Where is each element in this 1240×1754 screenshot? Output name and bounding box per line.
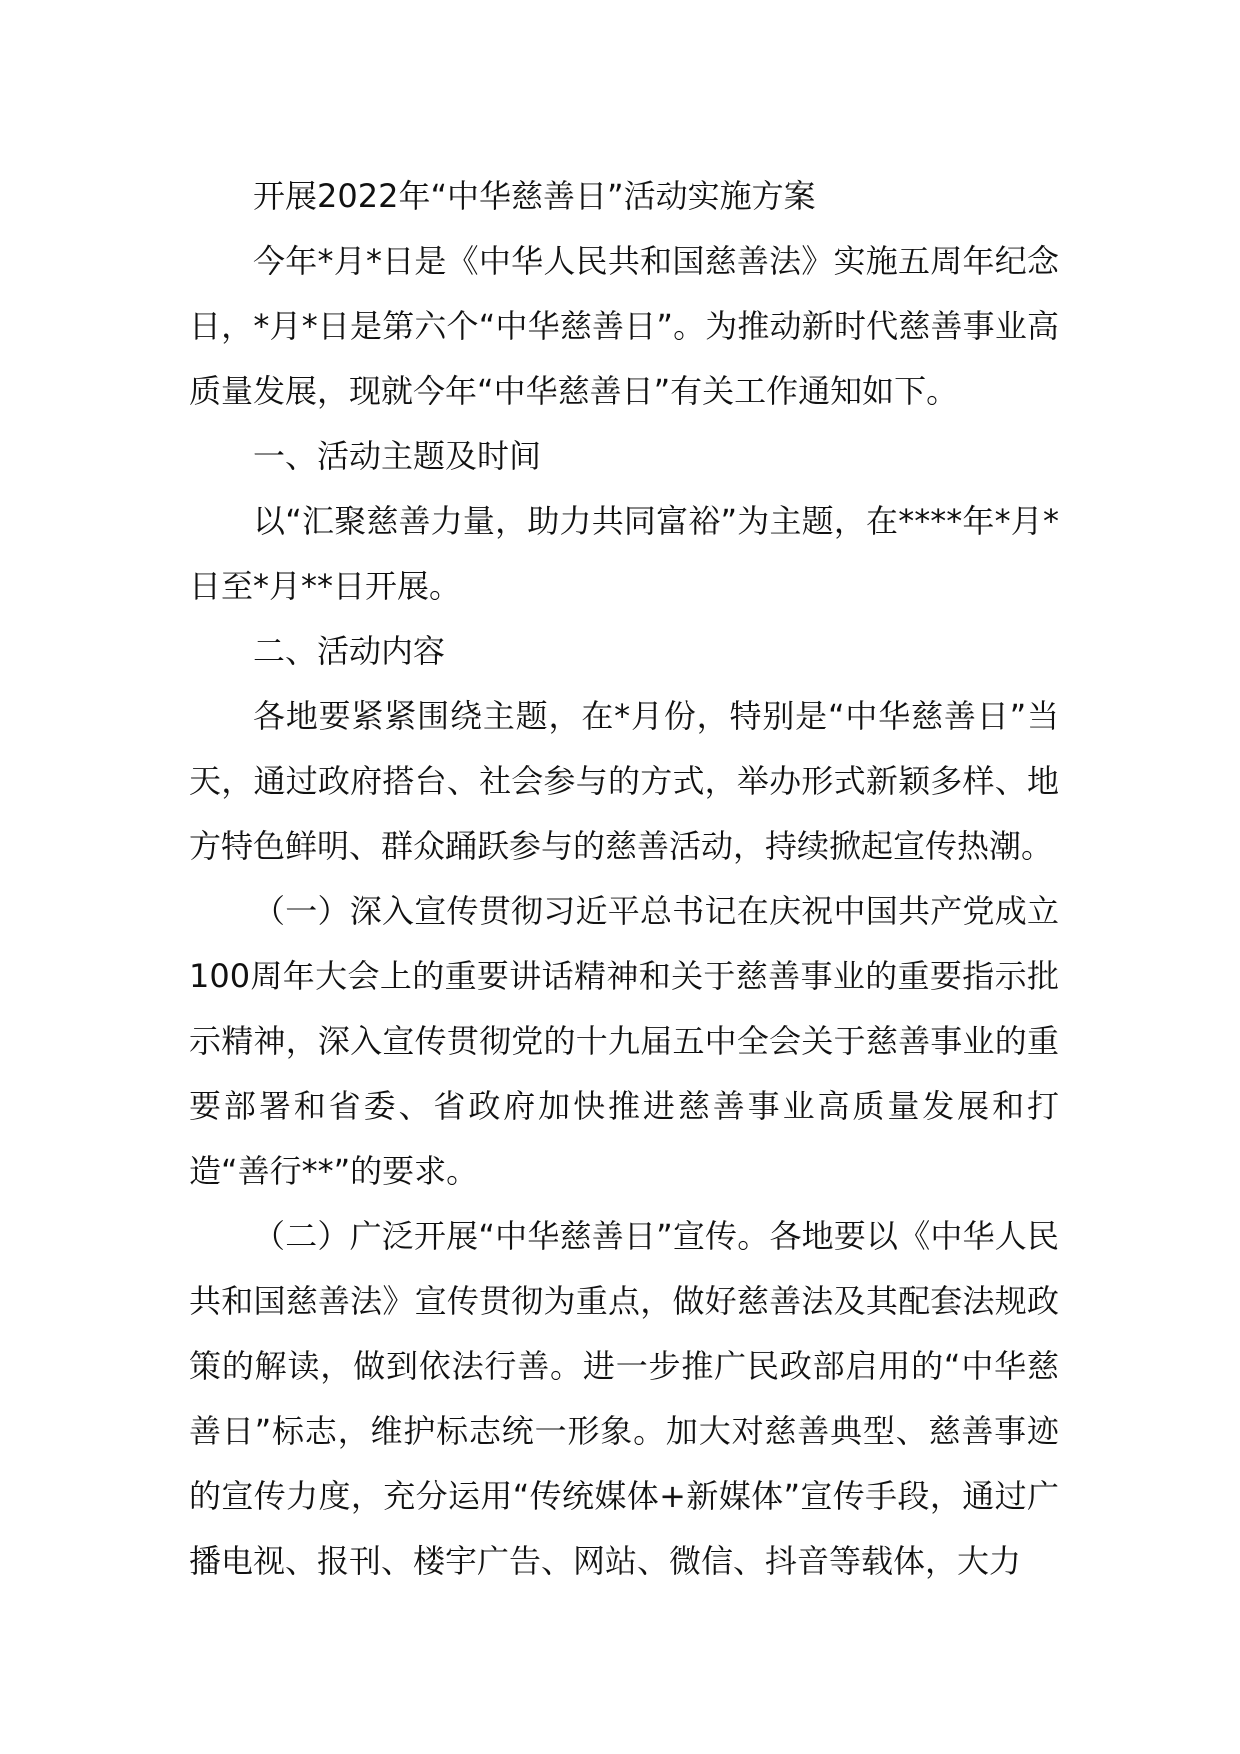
- document-title: 开展2022年“中华慈善日”活动实施方案: [253, 177, 816, 215]
- item-two-paragraph: （二）广泛开展“中华慈善日”宣传。各地要以《中华人民共和国慈善法》宣传贯彻为重点，做好慈善法及其配套法规政策的解读，做到依法行善。进一步推广民政部启用的“中华慈善日”标志，维护标志统一形象。加大对慈善典型、慈善事迹的宣传力度，充分运用“传统媒体+新媒体”宣传手段，通过广播电视、报刊、楼宇广告、网站、微信、抖音等载体，大力: [189, 1217, 1059, 1580]
- section-heading-content: 二、活动内容: [253, 632, 446, 670]
- intro-paragraph: 今年*月*日是《中华人民共和国慈善法》实施五周年纪念日，*月*日是第六个“中华慈善日”。为推动新时代慈善事业高质量发展，现就今年“中华慈善日”有关工作通知如下。: [189, 242, 1059, 410]
- document-body: [189, 164, 1059, 1594]
- theme-paragraph: 以“汇聚慈善力量，助力共同富裕”为主题，在****年*月*日至*月**日开展。: [189, 502, 1059, 605]
- section-heading-theme-time: 一、活动主题及时间: [253, 437, 542, 475]
- content-paragraph: 各地要紧紧围绕主题，在*月份，特别是“中华慈善日”当天，通过政府搭台、社会参与的方式，举办形式新颖多样、地方特色鲜明、群众踊跃参与的慈善活动，持续掀起宣传热潮。: [189, 697, 1059, 865]
- item-one-paragraph: （一）深入宣传贯彻习近平总书记在庆祝中国共产党成立100周年大会上的重要讲话精神和关于慈善事业的重要指示批示精神，深入宣传贯彻党的十九届五中全会关于慈善事业的重要部署和省委、省政府加快推进慈善事业高质量发展和打造“善行**”的要求。: [189, 892, 1059, 1190]
